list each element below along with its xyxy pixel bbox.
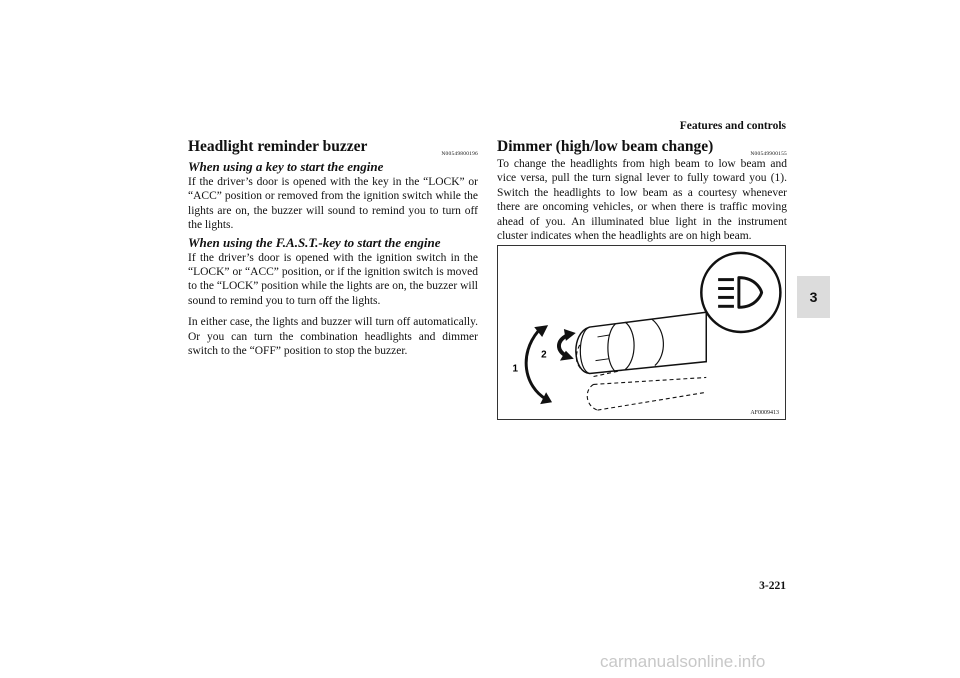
left-column [188,137,478,358]
paragraph-either-case: In either case, the lights and buzzer will turn off automatically. Or you can turn the combination headlights and dimmer switch to the “OFF” position to stop the buzzer. [188,316,478,358]
lever-drawing [498,246,785,419]
page-number: 3-221 [759,580,786,592]
label-2: 2 [541,349,547,361]
heading-text: Headlight reminder buzzer [188,138,368,155]
figure-code: AF0009413 [750,410,779,416]
turn-signal-lever [576,312,706,373]
subheading-fast-key: When using the F.A.S.T.-key to start the engine [188,234,441,250]
high-beam-icon [701,253,780,332]
paragraph-key: If the driver’s door is opened with the key in the “LOCK” or “ACC” position or removed from the ignition switch while the lights are on, the buzzer will sound to remind you to turn off the lights. [188,176,478,232]
heading-code: N00549900155 [750,151,787,157]
watermark: carmanualsonline.info [600,652,766,671]
dimmer-heading [497,137,787,157]
right-column [497,137,787,243]
label-1: 1 [512,363,518,375]
paragraph-dimmer: To change the headlights from high beam to low beam and vice versa, pull the turn signal lever to fully toward you (1). Switch the headlights to low beam as a courtesy whenever there are oncoming vehicles, or when there is traffic moving ahead of you. An illuminated blue light in the instrument cluster indicates when the headlights are on high beam. [497,158,787,243]
subheading-key: When using a key to start the engine [188,159,384,174]
lever-illustration [497,245,786,420]
paragraph-fast-key: If the driver’s door is opened with the ignition switch in the “LOCK” or “ACC” position, or if the ignition switch is moved to the “LOCK” position while the lights are on, the buzzer will sound to remind you to turn off the lights. [188,251,478,307]
headlight-reminder-heading [188,137,478,157]
heading-code: N00549800196 [441,151,478,157]
heading-text: Dimmer (high/low beam change) [497,138,714,155]
arrow-1 [526,325,552,404]
arrow-2 [559,329,576,361]
section-header: Features and controls [679,120,786,132]
chapter-tab: 3 [797,276,830,318]
